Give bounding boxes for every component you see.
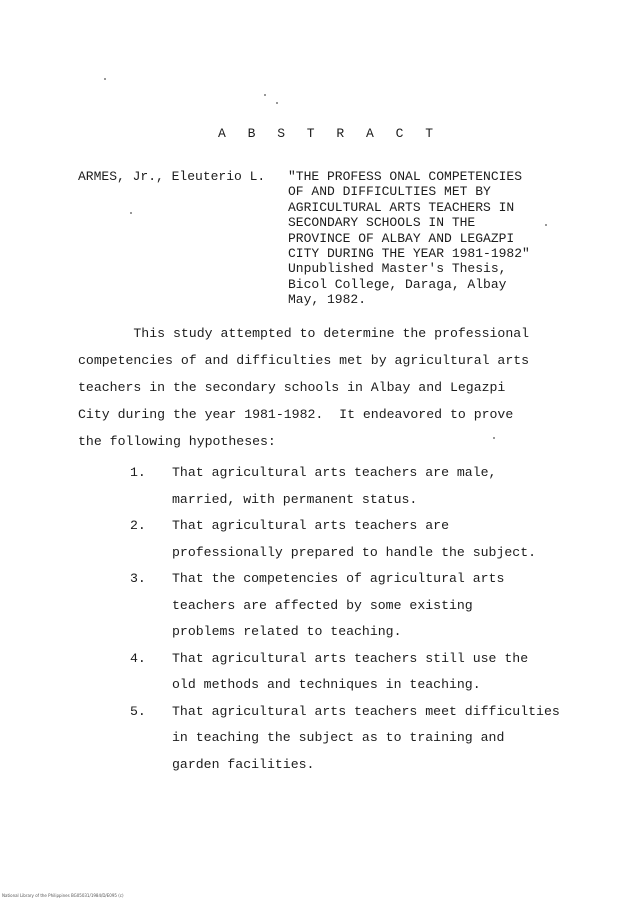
hypothesis-line: professionally prepared to handle the subject. — [172, 544, 537, 560]
hypothesis-line: That agricultural arts teachers meet difficulties — [172, 703, 560, 719]
citation-line: OF AND DIFFICULTIES MET BY — [288, 184, 491, 200]
hypothesis-number: 5. — [130, 703, 146, 719]
paragraph-line: This study attempted to determine the professional — [78, 326, 530, 341]
hypothesis-line: in teaching the subject as to training and — [172, 730, 505, 745]
citation-line: Bicol College, Daraga, Albay — [288, 276, 507, 292]
author-name: ARMES, Jr., Eleuterio L. — [78, 169, 266, 184]
paragraph-line: City during the year 1981-1982. It endeavored to prove — [78, 407, 514, 422]
hypothesis-number: 4. — [130, 650, 146, 666]
scan-speck — [130, 212, 132, 214]
hypothesis-line: teachers are affected by some existing — [172, 597, 473, 613]
hypothesis-line: married, with permanent status. — [172, 491, 418, 507]
hypothesis-number: 1. — [130, 465, 146, 480]
paragraph-line: the following hypotheses: — [78, 434, 276, 449]
hypothesis-line: That the competencies of agricultural arts — [172, 571, 505, 586]
citation-line: SECONDARY SCHOOLS IN THE — [288, 215, 476, 231]
hypothesis-line: problems related to teaching. — [172, 624, 402, 639]
scan-speck — [493, 437, 495, 439]
hypothesis-item — [130, 699, 600, 779]
scan-speck — [104, 78, 106, 80]
citation-line: May, 1982. — [288, 292, 367, 308]
abstract-heading: A B S T R A C T — [217, 126, 441, 141]
paragraph-line: teachers in the secondary schools in Albay and Legazpi — [78, 380, 506, 395]
hypothesis-number: 2. — [130, 518, 146, 533]
scan-speck — [545, 224, 547, 226]
citation-line: AGRICULTURAL ARTS TEACHERS IN — [288, 199, 515, 215]
hypothesis-line: That agricultural arts teachers are male, — [172, 465, 497, 480]
scan-speck — [264, 94, 266, 96]
citation-line: "THE PROFESS ONAL COMPETENCIES — [288, 169, 523, 184]
library-footer: National Library of the Philippines BG05031/1984/D/E095 (c) — [2, 893, 124, 898]
citation-line: PROVINCE OF ALBAY AND LEGAZPI — [288, 230, 515, 246]
hypothesis-item — [130, 513, 600, 566]
citation-line: CITY DURING THE YEAR 1981-1982" — [288, 246, 530, 262]
citation-line: Unpublished Master's Thesis, — [288, 261, 507, 277]
hypothesis-line: That agricultural arts teachers are — [172, 518, 449, 533]
hypothesis-item — [130, 566, 600, 646]
hypotheses-list — [130, 460, 600, 778]
hypothesis-item — [130, 646, 600, 699]
thesis-citation — [288, 169, 530, 308]
hypothesis-line: old methods and techniques in teaching. — [172, 677, 481, 692]
hypothesis-line: garden facilities. — [172, 756, 315, 772]
hypothesis-number: 3. — [130, 571, 146, 586]
hypothesis-line: That agricultural arts teachers still use the — [172, 650, 529, 666]
hypothesis-item — [130, 460, 600, 513]
intro-paragraph — [78, 320, 578, 455]
scan-speck — [276, 102, 278, 104]
paragraph-line: competencies of and difficulties met by agricultural arts — [78, 353, 530, 368]
